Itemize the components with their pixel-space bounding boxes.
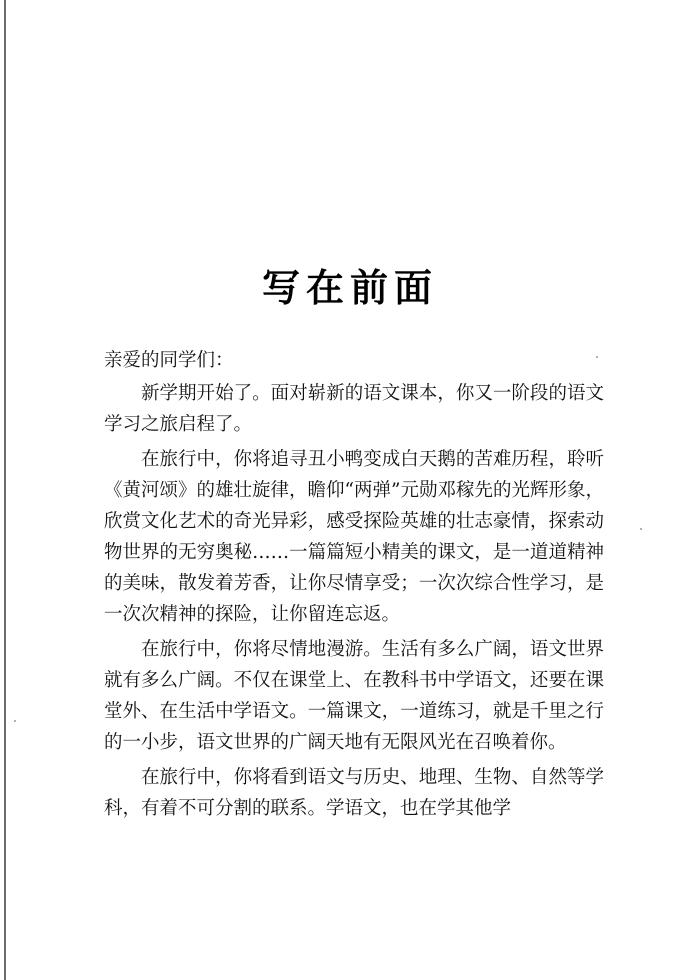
letter-body bbox=[104, 345, 604, 828]
paragraph-2: 在旅行中，你将追寻丑小鸭变成白天鹅的苦难历程，聆听《黄河颂》的雄壮旋律，瞻仰“两弹”元勋邓稼先的光辉形象，欣赏文化艺术的奇光异彩，感受探险英雄的壮志豪情，探索动物世界的无穷奥秘……一篇篇短小精美的课文，是一道道精神的美味，散发着芳香，让你尽情享受；一次次综合性学习，是一次次精神的探险，让你留连忘返。 bbox=[104, 449, 604, 625]
scan-speck bbox=[14, 720, 16, 722]
page-title: 写在前面 bbox=[261, 266, 438, 311]
paragraph-3: 在旅行中，你将尽情地漫游。生活有多么广阔，语文世界就有多么广阔。不仅在课堂上、在教科书中学语文，还要在课堂外、在生活中学语文。一篇课文，一道练习，就是千里之行的一小步，语文世界的广阔天地有无限风光在召唤着你。 bbox=[104, 639, 604, 753]
scan-speck bbox=[596, 356, 598, 358]
paragraph-4: 在旅行中，你将看到语文与历史、地理、生物、自然等学科，有着不可分割的联系。学语文，也在学其他学 bbox=[104, 767, 604, 819]
paragraph-1: 新学期开始了。面对崭新的语文课本，你又一阶段的语文学习之旅启程了。 bbox=[104, 383, 604, 435]
salutation: 亲爱的同学们： bbox=[104, 350, 234, 371]
page-binding-edge bbox=[4, 0, 6, 980]
scan-speck bbox=[640, 528, 642, 530]
